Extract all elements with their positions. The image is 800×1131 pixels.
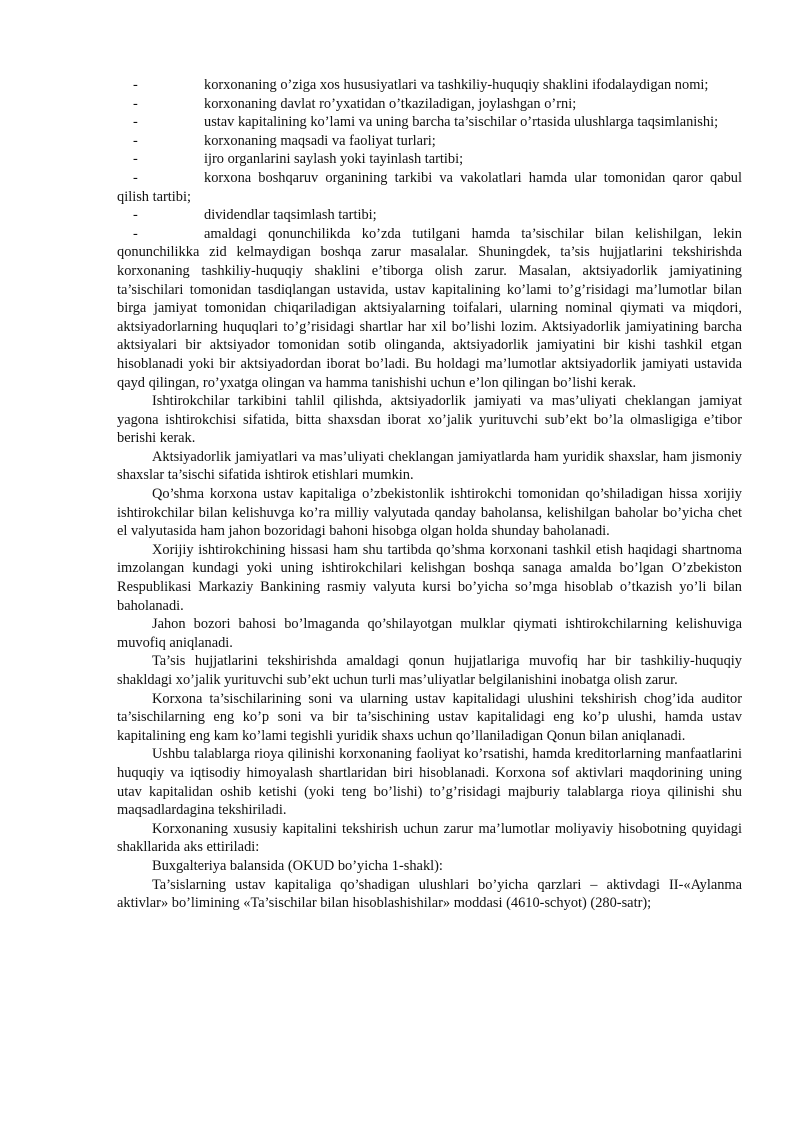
body-text	[117, 392, 742, 913]
paragraph: Korxona ta’sischilarining soni va ularning ustav kapitalidagi ulushini tekshirish chog’ida auditor ta’sischilarning eng ko’p soni va bir ta’sischining ustav kapitalidagi eng ko’p ulushi, hamda ustav kapitalining eng kam ko’lami tegishli yuridik shaxs uchun qo’llaniladigan Qonun bilan aniqlanadi.	[117, 690, 742, 744]
list-item-text: korxona boshqaruv organining tarkibi va vakolatlari hamda ular tomonidan qaror qabul qilish tartibi;	[117, 169, 742, 205]
paragraph: Ta’sislarning ustav kapitaliga qo’shadigan ulushlari bo’yicha qarzlari – aktivdagi II-«Aylanma aktivlar» bo’limining «Ta’sischilar bilan hisoblashishilar» moddasi (4610-schyot) (280-satr);	[117, 876, 742, 912]
list-item	[117, 206, 742, 225]
list-dash: -	[133, 95, 138, 112]
paragraph: Aktsiyadorlik jamiyatlari va mas’uliyati cheklangan jamiyatlarda ham yuridik shaxslar, ham jismoniy shaxslar ta’sischi sifatida ishtirok etishlari mumkin.	[117, 448, 742, 484]
paragraph: Qo’shma korxona ustav kapitaliga o’zbekistonlik ishtirokchi tomonidan qo’shiladigan hissa xorijiy ishtirokchilar bilan kelishuvga ko’ra milliy valyutada qanday baholansa, kelishilgan baholar bo’yicha chet el valyutasida ham jahon bozoridagi bahoni hisobga olgan holda shunday baholanadi.	[117, 486, 742, 540]
list-item	[117, 169, 742, 206]
list-dash: -	[133, 114, 138, 131]
list-item	[117, 113, 742, 132]
bullet-list	[117, 76, 742, 392]
list-item-text: ijro organlarini saylash yoki tayinlash tartibi;	[204, 151, 464, 168]
list-item-text: ustav kapitalining ko’lami va uning barcha ta’sischilar o’rtasida ulushlarga taqsimlanishi;	[204, 114, 719, 131]
paragraph: Ushbu talablarga rioya qilinishi korxonaning faoliyat ko’rsatishi, hamda kreditorlarning manfaatlarini huquqiy va iqtisodiy himoyalash shartlaridan biri hisoblanadi. Korxona sof aktivlari maqdorining uning utav kapitalidan oshib ketishi (yoki teng bo’lishi) to’g’risidagi majburiy talablarga rioya qilinishi shu maqsadlardagina tekshiriladi.	[117, 746, 742, 819]
list-item-text: dividendlar taqsimlash tartibi;	[204, 207, 377, 224]
list-dash: -	[133, 225, 138, 242]
list-item	[117, 132, 742, 151]
paragraph: Korxonaning xususiy kapitalini tekshirish uchun zarur ma’lumotlar moliyaviy hisobotning quyidagi shakllarida aks ettiriladi:	[117, 820, 742, 856]
list-dash: -	[133, 207, 138, 224]
list-item-text: korxonaning o’ziga xos hususiyatlari va tashkiliy-huquqiy shaklini ifodalaydigan nomi;	[204, 77, 709, 93]
paragraph: Ishtirokchilar tarkibini tahlil qilishda, aktsiyadorlik jamiyati va mas’uliyati cheklangan jamiyat yagona ishtirokchisi sifatida, bitta shaxsdan iborat xo’jalik yurituvchi sub’ekt bo’la olmasligiga e’tibor berishi kerak.	[117, 393, 742, 447]
list-item	[117, 150, 742, 169]
paragraph: Jahon bozori bahosi bo’lmaganda qo’shilayotgan mulklar qiymati ishtirokchilarning kelishuviga muvofiq aniqlanadi.	[117, 616, 742, 651]
list-item-text: amaldagi qonunchilikda ko’zda tutilgani hamda ta’sischilar bilan kelishilgan, lekin qonunchilikka zid kelmaydigan boshqa zarur masalalar. Shuningdek, ta’sis hujjatlarini tekshirishda korxonaning tashkiliy-huquqiy shaklini e’tiborga olish zarur. Masalan, aktsiyadorlik jamiyatining ta’sischilari tomonidan tasdiqlangan ustavida, ustav kapitalining ko’lami to’g’risidagi ma’lumotlar bilan birga jamiyat tomonidan chiqariladigan aktsiyalarning toifalari, ularning nominal qiymati va miqdori, aktsiyadorlarning huquqlari to’g’risidagi shartlar har xil bo’lishi lozim. Aktsiyadorlik jamiyatining barcha aktsiyalari bir aktsiyador tomonidan sotib olinganda, aktsiyadorlik jamiyatini bir kishi tashkil etgan hisoblanadi yoki bir aktsiyadordan iborat bo’ladi. Bu holdagi ma’lumotlar aktsiyadorlik jamiyati ustavida qayd qilingan, ro’yxatga olingan va hamma tanishishi uchun e’lon qilingan bo’lishi kerak.	[117, 225, 742, 391]
list-dash: -	[133, 77, 138, 93]
paragraph: Buxgalteriya balansida (OKUD bo’yicha 1-shakl):	[152, 857, 443, 874]
list-dash: -	[133, 151, 138, 168]
list-item	[117, 225, 742, 392]
paragraph: Ta’sis hujjatlarini tekshirishda amaldagi qonun hujjatlariga muvofiq har bir tashkiliy-huquqiy shakldagi xo’jalik yurituvchi sub’ekt uchun turli mas’uliyatlar belgilanishini inobatga olish zarur.	[117, 653, 742, 688]
paragraph: Xorijiy ishtirokchining hissasi ham shu tartibda qo’shma korxonani tashkil etish haqidagi shartnoma imzolangan kundagi yoki uning ishtirokchilari kelishgan boshqa sanaga amalda bo’lgan O’zbekiston Respublikasi Markaziy Bankining rasmiy valyuta kursi bo’yicha so’mga hisoblab o’tkazish yo’li bilan baholanadi.	[117, 541, 742, 614]
list-dash: -	[133, 132, 138, 149]
list-dash: -	[133, 169, 138, 186]
list-item-text: korxonaning davlat ro’yxatidan o’tkaziladigan, joylashgan o’rni;	[204, 95, 577, 112]
list-item	[117, 76, 742, 95]
list-item	[117, 95, 742, 114]
list-item-text: korxonaning maqsadi va faoliyat turlari;	[204, 132, 436, 149]
